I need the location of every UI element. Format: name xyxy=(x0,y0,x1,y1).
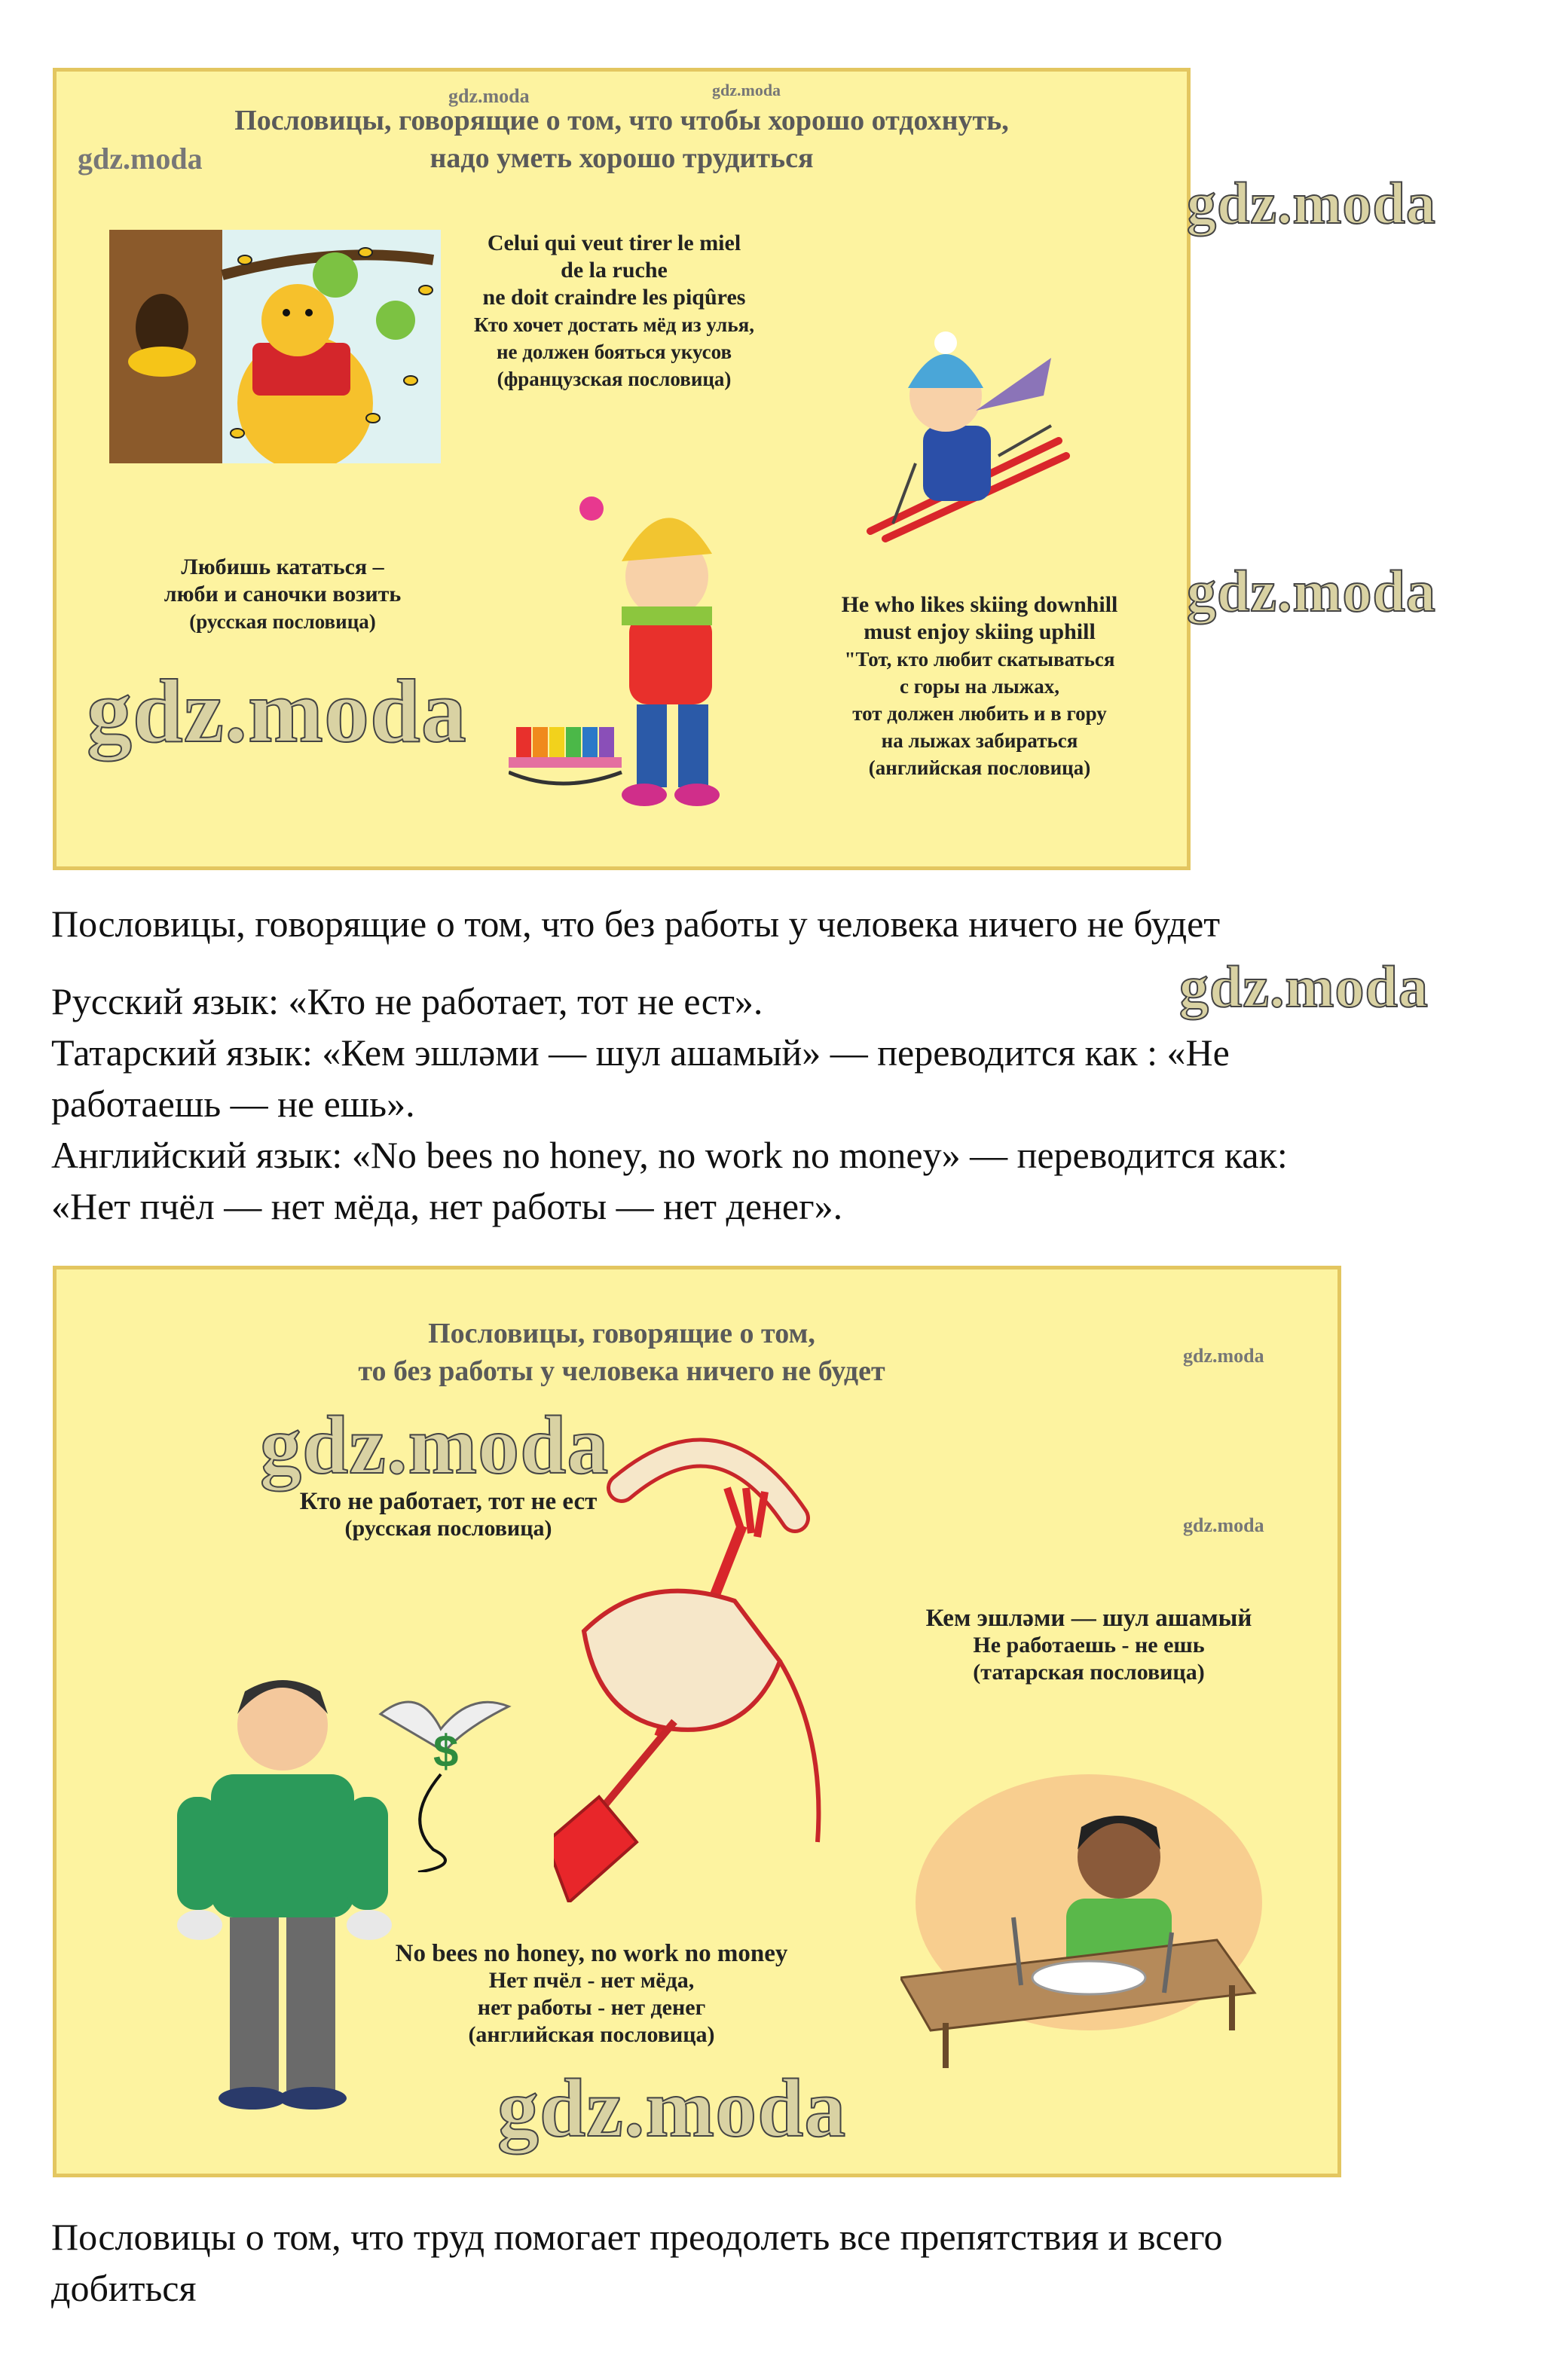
proverb-line: No bees no honey, no work no money xyxy=(395,1940,788,1967)
watermark-large: gdz.moda xyxy=(260,1399,610,1491)
french-proverb xyxy=(448,230,780,393)
poster-title-line: Пословицы, говорящие о том, что чтобы хорошо отдохнуть, xyxy=(234,105,1009,136)
proverb-line: Кем эшләми — шул ашамый xyxy=(925,1605,1252,1632)
watermark-large: gdz.moda xyxy=(1187,558,1436,624)
proverb-line: с горы на лыжах, xyxy=(899,675,1060,698)
body-line: Русский язык: «Кто не работает, тот не ест». xyxy=(51,980,763,1022)
watermark-small: gdz.moda xyxy=(1183,1345,1264,1367)
poster-title-line: надо уметь хорошо трудиться xyxy=(430,142,814,174)
proverb-line: (татарская пословица) xyxy=(973,1660,1205,1685)
tatar-proverb xyxy=(878,1605,1300,1686)
russian-proverb xyxy=(117,554,448,635)
watermark-small: gdz.moda xyxy=(78,142,203,176)
body-line: работаешь — не ешь». xyxy=(51,1083,415,1125)
watermark-large: gdz.moda xyxy=(1187,170,1436,236)
proverb-line: нет работы - нет денег xyxy=(477,1995,706,2020)
body-line: «Нет пчёл — нет мёда, нет работы — нет денег». xyxy=(51,1185,843,1227)
skier-illustration xyxy=(855,313,1081,554)
english-proverb xyxy=(810,591,1149,781)
boy-with-sled-illustration xyxy=(509,493,795,825)
poster-title-line: то без работы у человека ничего не будет xyxy=(358,1355,885,1387)
proverb-line: (английская пословица) xyxy=(868,756,1091,779)
proverb-line: (русская пословица) xyxy=(344,1516,552,1541)
proverb-line: de la ruche xyxy=(561,258,668,283)
proverb-line: Нет пчёл - нет мёда, xyxy=(488,1968,695,1993)
body-line: добиться xyxy=(51,2267,197,2309)
svg-text:$: $ xyxy=(433,1726,459,1777)
section-body xyxy=(51,976,1521,1232)
hungry-boy-illustration xyxy=(900,1767,1277,2068)
poster-title-line: Пословицы, говорящие о том, xyxy=(428,1318,815,1349)
english-proverb xyxy=(350,1940,833,2049)
proverb-line: must enjoy skiing uphill xyxy=(864,619,1096,644)
poster-no-work-no-food xyxy=(53,1266,1341,2177)
proverb-line: He who likes skiing downhill xyxy=(841,592,1118,617)
watermark-small: gdz.moda xyxy=(712,81,781,99)
proverb-line: Celui qui veut tirer le miel xyxy=(487,231,741,255)
proverb-line: Не работаешь - не ешь xyxy=(973,1633,1205,1657)
flying-dollar-icon xyxy=(373,1684,516,1872)
body-line: Пословицы о том, что труд помогает преодолеть все препятствия и всего xyxy=(51,2216,1223,2258)
poster-title xyxy=(57,1315,1187,1390)
body-line: Татарский язык: «Кем эшләми — шул ашамый» — переводится как : «Не xyxy=(51,1031,1230,1074)
proverb-line: не должен бояться укусов xyxy=(496,341,732,363)
proverb-line: на лыжах забираться xyxy=(881,729,1078,752)
watermark-large: gdz.moda xyxy=(497,2062,847,2154)
proverb-line: Кто хочет достать мёд из улья, xyxy=(474,313,754,336)
body-line: Английский язык: «No bees no honey, no work no money» — переводится как: xyxy=(51,1134,1288,1176)
watermark-large: gdz.moda xyxy=(1179,954,1429,1019)
section-heading: Пословицы, говорящие о том, что без работы у человека ничего не будет xyxy=(51,903,1221,945)
proverb-line: (французская пословица) xyxy=(497,368,732,390)
watermark-large: gdz.moda xyxy=(87,661,467,761)
watermark-small: gdz.moda xyxy=(448,85,530,107)
proverb-line: "Тот, кто любит скатываться xyxy=(844,648,1115,671)
proverb-line: тот должен любить и в гору xyxy=(852,702,1107,725)
proverb-line: (английская пословица) xyxy=(468,2022,715,2047)
proverb-line: Любишь кататься – xyxy=(181,555,384,579)
proverb-line: люби и саночки возить xyxy=(164,582,402,606)
pooh-beehive-illustration xyxy=(109,230,441,463)
poster-rest-and-work xyxy=(53,68,1191,870)
poster-title xyxy=(57,102,1187,177)
proverb-line: ne doit craindre les piqûres xyxy=(482,285,746,310)
section-body xyxy=(51,2211,1521,2314)
proverb-line: (русская пословица) xyxy=(189,610,376,633)
watermark-small: gdz.moda xyxy=(1183,1514,1264,1536)
proverb-line: Кто не работает, тот не ест xyxy=(299,1488,598,1515)
